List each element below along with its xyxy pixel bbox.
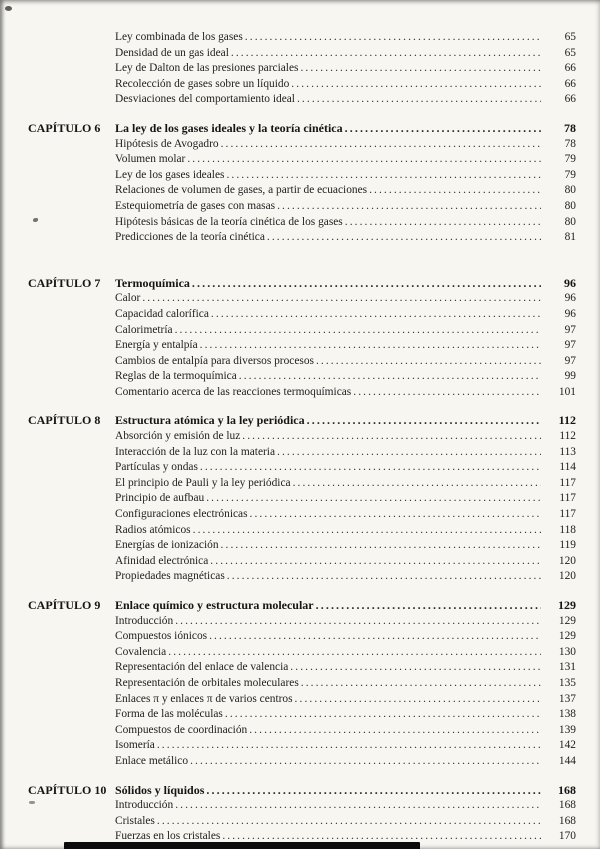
entry-page-number: 97 [564, 323, 576, 336]
dot-leader [157, 814, 541, 830]
entry-page-number: 142 [558, 739, 576, 752]
entry-page-number: 97 [564, 354, 576, 367]
toc [28, 30, 576, 845]
dot-leader [231, 46, 541, 62]
dot-leader [200, 460, 541, 476]
entry-title: Fuerzas en los cristales [115, 830, 221, 843]
entry-title: Ley de los gases ideales [115, 168, 225, 181]
entry-title: Introducción [115, 614, 174, 627]
entry-title: Calor [115, 292, 141, 305]
entry-page-number: 80 [564, 184, 576, 197]
dot-leader [175, 614, 541, 630]
toc-entry [28, 507, 576, 523]
dot-leader [221, 137, 541, 153]
dot-leader [175, 323, 541, 339]
entry-title: Capacidad calorífica [115, 307, 209, 320]
entry-title: Principio de aufbau [115, 492, 205, 505]
entry-title: Volumen molar [115, 153, 186, 166]
entry-page-number: 168 [558, 814, 576, 827]
toc-entry [28, 385, 576, 401]
entry-page-number: 79 [564, 168, 576, 181]
entry-title: Propiedades magnéticas [115, 570, 225, 583]
entry-title: Representación del enlace de valencia [115, 661, 289, 674]
toc-entry [28, 152, 576, 168]
toc-entry [28, 307, 576, 323]
toc-entry [28, 523, 576, 539]
entry-page-number: 65 [564, 31, 576, 43]
entry-title: Ley combinada de los gases [115, 31, 243, 43]
dot-leader [316, 354, 541, 370]
dot-leader [345, 121, 541, 137]
entry-page-number: 117 [559, 508, 576, 521]
dot-leader [190, 754, 541, 770]
dot-leader [225, 707, 541, 723]
toc-entry [28, 723, 576, 739]
entry-page-number: 66 [564, 62, 576, 75]
dot-leader [316, 598, 541, 614]
chapter-heading [28, 783, 576, 799]
toc-entry [28, 168, 576, 184]
toc-entry [28, 754, 576, 770]
chapter-label: CAPÍTULO 10 [28, 782, 107, 797]
entry-title: Desviaciones del comportamiento ideal [115, 93, 295, 106]
chapter-label: CAPÍTULO 6 [28, 120, 101, 135]
entry-title: Partículas y ondas [115, 461, 198, 474]
entry-page-number: 113 [559, 445, 576, 458]
entry-page-number: 129 [558, 630, 576, 643]
toc-entry [28, 491, 576, 507]
dot-leader [142, 291, 541, 307]
chapter-section [28, 276, 576, 401]
toc-entry [28, 215, 576, 231]
entry-title: Radios atómicos [115, 523, 191, 536]
dot-leader [277, 199, 541, 215]
entry-title: Relaciones de volumen de gases, a partir de ecuaciones [115, 184, 368, 197]
chapter-page-number: 129 [558, 598, 576, 612]
entry-title: Configuraciones electrónicas [115, 508, 248, 521]
chapter-title: Enlace químico y estructura molecular [115, 598, 314, 612]
entry-page-number: 170 [558, 830, 576, 843]
entry-page-number: 80 [564, 199, 576, 212]
entry-title: Isomería [115, 739, 155, 752]
dot-leader [250, 507, 541, 523]
entry-page-number: 66 [564, 77, 576, 90]
toc-entry [28, 798, 576, 814]
entry-title: Introducción [115, 799, 174, 812]
dot-leader [290, 660, 541, 676]
toc-entry [28, 429, 576, 445]
dot-leader [226, 168, 541, 184]
toc-entry [28, 230, 576, 246]
toc-entry [28, 692, 576, 708]
entry-title: Interacción de la luz con la materia [115, 445, 276, 458]
dot-leader [267, 230, 541, 246]
toc-entry [28, 476, 576, 492]
chapter-section [28, 121, 576, 246]
toc-entry [28, 814, 576, 830]
entry-title: Forma de las moléculas [115, 708, 223, 721]
toc-entry [28, 199, 576, 215]
entry-page-number: 114 [559, 461, 576, 474]
toc-entry [28, 291, 576, 307]
dot-leader [345, 215, 541, 231]
entry-title: El principio de Pauli y la ley periódica [115, 476, 291, 489]
entry-page-number: 80 [564, 215, 576, 228]
chapter-page-number: 168 [558, 782, 576, 797]
dot-leader [297, 92, 541, 108]
dot-leader [209, 629, 541, 645]
toc-entry [28, 645, 576, 661]
dot-leader [353, 385, 541, 401]
toc-entry [28, 369, 576, 385]
dot-leader [192, 276, 541, 292]
entry-title: Energía y entalpía [115, 339, 198, 352]
chapter-title: Estructura atómica y la ley periódica [115, 413, 305, 428]
dot-leader [239, 369, 541, 385]
dot-leader [210, 554, 541, 570]
dot-leader [187, 152, 541, 168]
toc-entry [28, 554, 576, 570]
entry-page-number: 97 [564, 339, 576, 352]
entry-page-number: 120 [558, 554, 576, 567]
toc-entry [28, 445, 576, 461]
entry-page-number: 118 [559, 523, 576, 536]
entry-title: Enlace metálico [115, 754, 189, 767]
entry-page-number: 99 [564, 370, 576, 383]
dot-leader [307, 413, 541, 429]
entry-page-number: 138 [558, 708, 576, 721]
scan-artifact [5, 6, 12, 11]
entry-page-number: 66 [564, 93, 576, 106]
toc-entry [28, 61, 576, 77]
chapter-section [28, 413, 576, 585]
entry-page-number: 79 [564, 153, 576, 166]
dot-leader [295, 692, 541, 708]
dot-leader [291, 77, 541, 93]
dot-leader [369, 183, 541, 199]
entry-page-number: 81 [564, 231, 576, 244]
entry-title: Cristales [115, 814, 155, 827]
entry-title: Cambios de entalpía para diversos procesos [115, 354, 314, 367]
toc-entry [28, 77, 576, 93]
dot-leader [245, 30, 541, 46]
chapter-section [28, 598, 576, 770]
entry-page-number: 120 [558, 570, 576, 583]
entry-page-number: 130 [558, 645, 576, 658]
chapter-label: CAPÍTULO 8 [28, 413, 101, 428]
chapter-page-number: 112 [558, 413, 576, 428]
dot-leader [193, 523, 541, 539]
entry-page-number: 112 [559, 430, 576, 443]
entry-title: Calorimetría [115, 323, 173, 336]
entry-title: Hipótesis básicas de la teoría cinética de los gases [115, 215, 343, 228]
entry-page-number: 139 [558, 723, 576, 736]
toc-entry [28, 46, 576, 62]
entry-title: Covalencia [115, 645, 167, 658]
entry-title: Absorción y emisión de luz [115, 430, 241, 443]
entry-page-number: 137 [558, 692, 576, 705]
entry-page-number: 96 [564, 307, 576, 320]
dot-leader [211, 307, 541, 323]
dot-leader [221, 538, 541, 554]
dot-leader [175, 798, 541, 814]
dot-leader [227, 569, 541, 585]
entry-page-number: 96 [564, 292, 576, 305]
chapter-heading [28, 413, 576, 429]
chapter-heading [28, 276, 576, 292]
chapter-label: CAPÍTULO 9 [28, 598, 101, 612]
toc-entry [28, 707, 576, 723]
toc-entry [28, 460, 576, 476]
entry-page-number: 117 [559, 492, 576, 505]
entry-title: Enlaces π y enlaces π de varios centros [115, 692, 293, 705]
entry-page-number: 119 [559, 539, 576, 552]
entry-title: Comentario acerca de las reacciones termoquímicas [115, 385, 352, 398]
toc-entry [28, 569, 576, 585]
dot-leader [200, 338, 541, 354]
chapter-section-continuation [28, 30, 576, 108]
toc-entry [28, 629, 576, 645]
entry-title: Predicciones de la teoría cinética [115, 231, 265, 244]
dot-leader [277, 445, 541, 461]
entry-page-number: 78 [564, 137, 576, 150]
entry-title: Recolección de gases sobre un líquido [115, 77, 290, 90]
dot-leader [242, 429, 541, 445]
chapter-page-number: 96 [564, 275, 576, 290]
chapter-page-number: 78 [564, 120, 576, 135]
chapter-title: Termoquímica [115, 275, 190, 290]
toc-entry [28, 676, 576, 692]
entry-title: Reglas de la termoquímica [115, 370, 237, 383]
dot-leader [293, 476, 541, 492]
scan-artifact [64, 842, 420, 849]
entry-page-number: 117 [559, 476, 576, 489]
entry-title: Estequiometría de gases con masas [115, 199, 276, 212]
chapter-section [28, 783, 576, 845]
entry-title: Representación de orbitales moleculares [115, 676, 299, 689]
toc-entry [28, 338, 576, 354]
entry-page-number: 131 [558, 661, 576, 674]
entry-title: Afinidad electrónica [115, 554, 209, 567]
toc-entry [28, 30, 576, 46]
toc-entry [28, 137, 576, 153]
dot-leader [206, 783, 541, 799]
toc-entry [28, 323, 576, 339]
entry-title: Hipótesis de Avogadro [115, 137, 219, 150]
entry-title: Energías de ionización [115, 539, 219, 552]
toc-entry [28, 538, 576, 554]
toc-entry [28, 738, 576, 754]
entry-page-number: 101 [558, 385, 576, 398]
dot-leader [157, 738, 541, 754]
chapter-heading [28, 121, 576, 137]
chapter-title: La ley de los gases ideales y la teoría cinética [115, 120, 343, 135]
dot-leader [168, 645, 541, 661]
toc-entry [28, 92, 576, 108]
toc-entry [28, 354, 576, 370]
dot-leader [249, 723, 541, 739]
entry-title: Densidad de un gas ideal [115, 46, 229, 59]
entry-page-number: 135 [558, 676, 576, 689]
dot-leader [301, 676, 541, 692]
chapter-heading [28, 598, 576, 614]
entry-page-number: 168 [558, 799, 576, 812]
dot-leader [300, 61, 541, 77]
entry-title: Compuestos iónicos [115, 630, 208, 643]
dot-leader [206, 491, 541, 507]
toc-entry [28, 660, 576, 676]
entry-title: Compuestos de coordinación [115, 723, 248, 736]
entry-page-number: 129 [558, 614, 576, 627]
scan-artifact [29, 801, 35, 804]
chapter-title: Sólidos y líquidos [115, 782, 205, 797]
entry-title: Ley de Dalton de las presiones parciales [115, 62, 299, 75]
entry-page-number: 144 [558, 754, 576, 767]
entry-page-number: 65 [564, 46, 576, 59]
toc-entry [28, 183, 576, 199]
chapter-label: CAPÍTULO 7 [28, 275, 101, 290]
toc-entry [28, 614, 576, 630]
scan-artifact [33, 218, 38, 222]
